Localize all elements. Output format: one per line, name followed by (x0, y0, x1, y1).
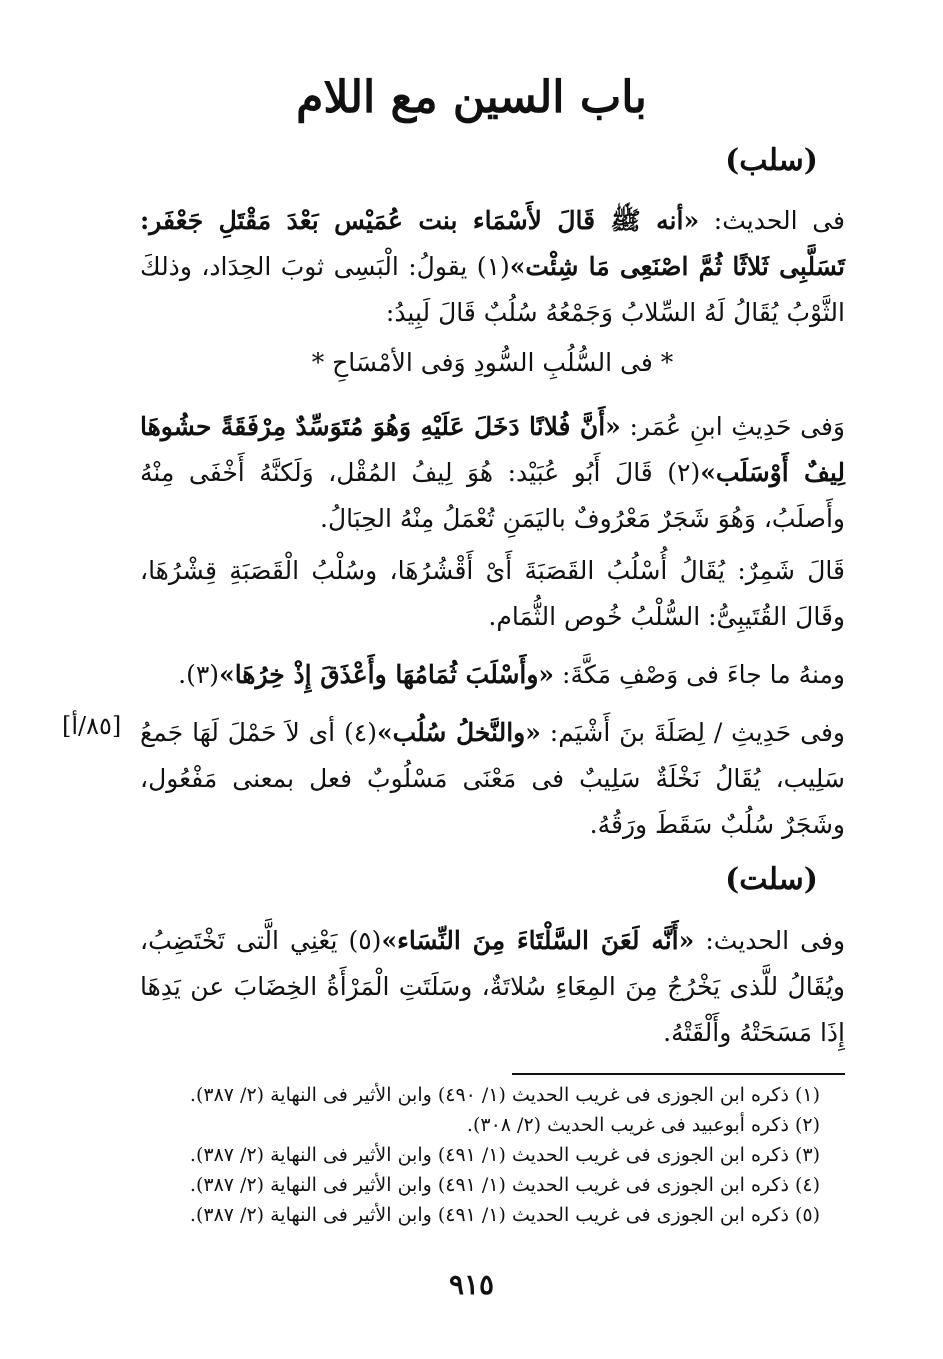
paragraph-text: (١) يقولُ: الْبَسِى ثوبَ الحِدَاد، وذلكَ الثَّوْبُ يُقَالُ لَهُ السِّلابُ وَجَمْعُهُ سُلُبٌ قَالَ لَبِيدُ: (140, 252, 845, 327)
paragraph-intro: وفى حَدِيثِ / لِصَلَةَ بنَ أَشْيَم: (549, 718, 845, 747)
paragraph-3: قَالَ شَمِرٌ: يُقَالُ أُسْلُبُ القَصَبَةَ أَىْ أَقْشُرُهَا، وسُلْبُ الْقَصَبَةِ قِشْرُهَا، وقَالَ القُتَيبِىُّ: السُّلْبُ خُوص الثُّمَام. (140, 556, 845, 631)
paragraph-5 (140, 710, 845, 848)
footnotes (140, 1080, 820, 1230)
page-number: ٩١٥ (448, 1268, 495, 1301)
margin-folio-note: [٨٥/أ] (62, 712, 122, 740)
paragraph-intro: وَفى حَدِيثِ ابنِ عُمَر: (629, 412, 845, 441)
paragraph-text: (٢) قَالَ أَبُو عُبَيْد: هُوَ لِيفُ المُقْل، وَلَكنَّهُ أَخْفَى مِنْهُ وأَصلَبُ، وَهُوَ شَجَرٌ مَعْرُوفٌ باليَمَنِ تُعْمَلُ مِنْهُ الحِبَالُ. (140, 458, 845, 533)
verse-line: * فى السُّلُبِ السُّودِ وَفى الأمْسَاحِ * (311, 348, 674, 377)
paragraph-intro: ومنهُ ما جاءَ فى وَصْفِ مَكَّةَ: (562, 660, 845, 689)
footnote-4: (٤) ذكره ابن الجوزى فى غريب الحديث (١/ ٤٩١) وابن الأثير فى النهاية (٢/ ٣٨٧). (189, 1174, 820, 1196)
paragraph-intro: وفى الحديث: (705, 926, 846, 955)
chapter-title: باب السين مع اللام (296, 72, 647, 123)
paragraph-text: (٥) يَعْنِي الَّتى تَخْتَضِبُ، ويُقَالُ للَّذى يَخْرُجُ مِنَ المِعَاءِ سُلاتَةٌ، وسَلَتَتِ الْمَرْأَةُ الخِضَابَ عن يَدِهَا إِذَا مَسَحَتْهُ وأَلْقَتْهُ. (140, 926, 845, 1047)
section-heading-salab: (سلب) (725, 143, 818, 178)
hadith-quote: «والنَّخلُ سُلُب» (376, 718, 541, 747)
hadith-quote: «وأَسْلَبَ ثُمَامُهَا وأَعْذَقَ إِذْ خِرُهَا» (219, 660, 555, 689)
hadith-quote: «أنه ﷺ قَالَ لأَسْمَاء بنت عُمَيْس بَعْدَ مَقْتَلِ جَعْفَر: تَسَلَّبِى ثَلاثًا ثُمَّ اصْنَعِى مَا شِئْت» (140, 206, 845, 281)
paragraph-4 (140, 652, 845, 698)
paragraph-6 (140, 918, 845, 1056)
footnote-1: (١) ذكره ابن الجوزى فى غريب الحديث (١/ ٤٩٠) وابن الأثير فى النهاية (٢/ ٣٨٧). (189, 1084, 820, 1106)
section-heading-salat: (سلت) (725, 862, 818, 897)
footnote-3: (٣) ذكره ابن الجوزى فى غريب الحديث (١/ ٤٩١) وابن الأثير فى النهاية (٢/ ٣٨٧). (189, 1144, 820, 1166)
footnote-2: (٢) ذكره أبوعبيد فى غريب الحديث (٢/ ٣٠٨). (466, 1114, 820, 1136)
paragraph-1 (140, 198, 845, 336)
hadith-quote: «أَنَّ فُلانًا دَخَلَ عَلَيْهِ وَهُوَ مُتَوَسِّدٌ مِرْفَقَةً حشُوهَا لِيفٌ أَوْسَلَب» (140, 412, 845, 487)
footnote-5: (٥) ذكره ابن الجوزى فى غريب الحديث (١/ ٤٩١) وابن الأثير فى النهاية (٢/ ٣٨٧). (189, 1204, 820, 1226)
footnote-separator (512, 1073, 845, 1075)
paragraph-text: (٣). (178, 660, 220, 689)
hadith-quote: «أَنَّه لَعَنَ السَّلْتَاءَ مِنَ النِّسَاء» (381, 926, 695, 955)
paragraph-2 (140, 404, 845, 542)
paragraph-intro: فى الحديث: (713, 206, 845, 235)
paragraph-text: (٤) أى لاَ حَمْلَ لَهَا جَمعُ سَلِيب، يُقَالُ نَخْلَةٌ سَلِيبٌ فى مَعْنَى مَسْلُوبٌ فعل بمعنى مَفْعُول، وشَجَرٌ سُلُبٌ سَقَطَ ورَقُهُ. (140, 718, 845, 839)
